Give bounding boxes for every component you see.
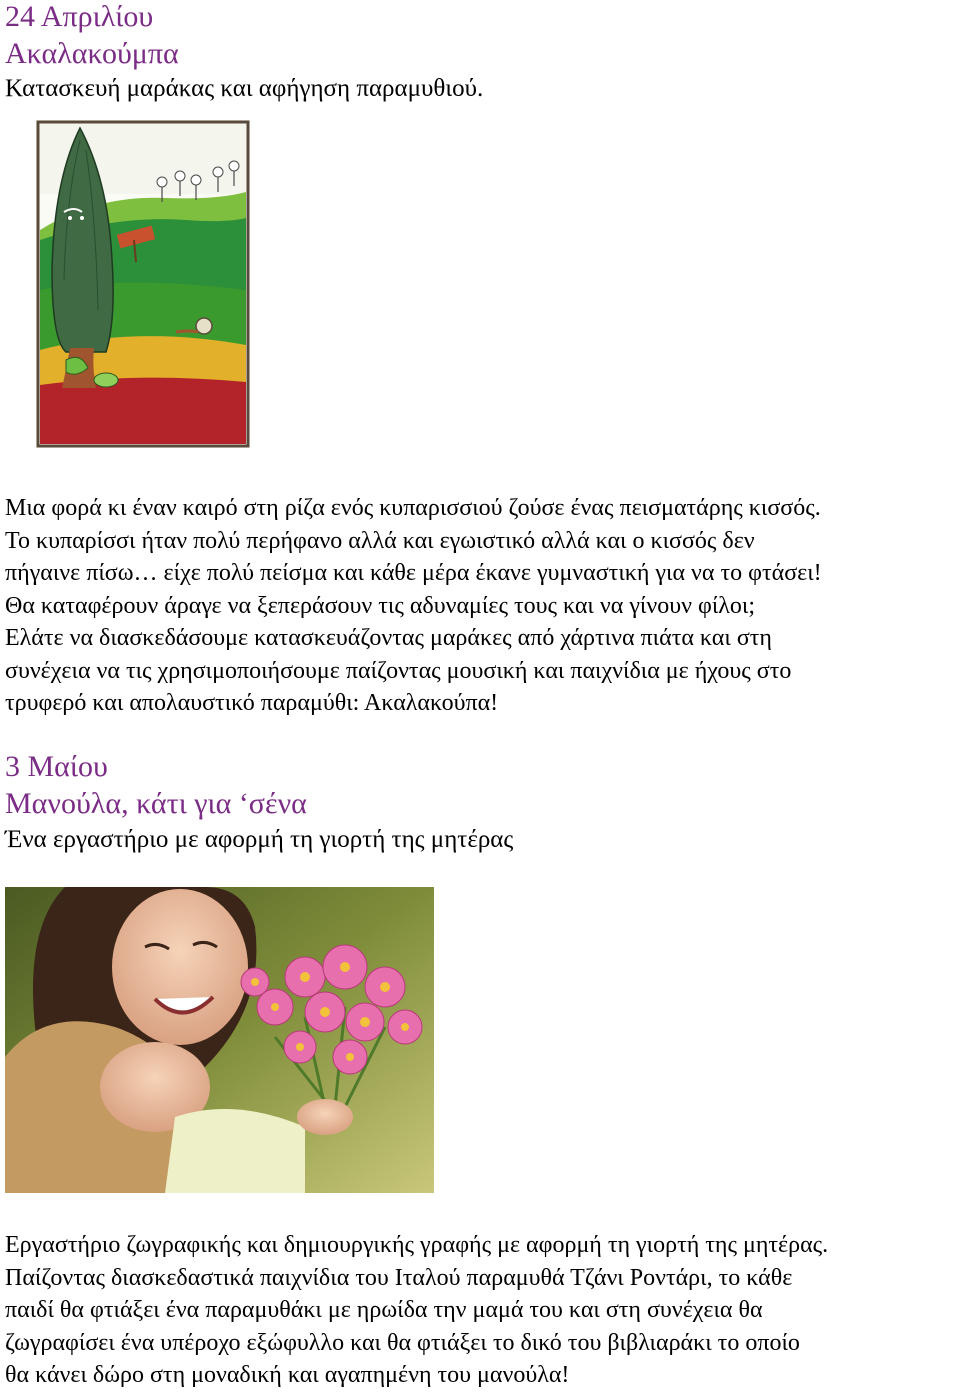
event-subtitle: Κατασκευή μαράκας και αφήγηση παραμυθιού. — [5, 75, 484, 102]
event-date: 3 Μαίου — [5, 750, 108, 783]
paragraph-line: συνέχεια να τις χρησιμοποιήσουμε παίζοντας μουσική και παιχνίδια με ήχους στο — [5, 657, 792, 684]
paragraph-line: ζωγραφίσει ένα υπέροχο εξώφυλλο και θα φτιάξει το δικό του βιβλιαράκι το οποίο — [5, 1329, 800, 1356]
event-title: Μανούλα, κάτι για ‘σένα — [5, 787, 307, 820]
event-subtitle: Ένα εργαστήριο με αφορμή τη γιορτή της μητέρας — [5, 826, 514, 853]
section2-description — [5, 1229, 955, 1392]
paragraph-line: Θα καταφέρουν άραγε να ξεπεράσουν τις αδυναμίες τους και να γίνουν φίλοι; — [5, 592, 756, 619]
paragraph-line: Μια φορά κι έναν καιρό στη ρίζα ενός κυπαρισσιού ζούσε ένας πεισματάρης κισσός. — [5, 495, 821, 521]
paragraph-line: Παίζοντας διασκεδαστικά παιχνίδια του Ιταλού παραμυθά Τζάνι Ροντάρι, το κάθε — [5, 1264, 793, 1291]
cypress-ivy-illustration — [36, 120, 250, 448]
paragraph-line: παιδί θα φτιάξει ένα παραμυθάκι με ηρωίδα την μαμά του και στη συνέχεια θα — [5, 1297, 763, 1323]
paragraph-line: τρυφερό και απολαυστικό παραμύθι: Ακαλακούπα! — [5, 690, 499, 716]
paragraph-line: πήγαινε πίσω… είχε πολύ πείσμα και κάθε μέρα έκανε γυμναστική για να το φτάσει! — [5, 560, 822, 586]
paragraph-line: Το κυπαρίσσι ήταν πολύ περήφανο αλλά και εγωιστικό αλλά και ο κισσός δεν — [5, 527, 755, 554]
mother-child-flowers-photo — [5, 887, 434, 1193]
paragraph-line: Ελάτε να διασκεδάσουμε κατασκευάζοντας μαράκες από χάρτινα πιάτα και στη — [5, 625, 772, 651]
section1-description — [5, 492, 955, 720]
event-date: 24 Απριλίου — [5, 0, 154, 33]
paragraph-line: θα κάνει δώρο στη μοναδική και αγαπημένη του μανούλα! — [5, 1362, 570, 1388]
paragraph-line: Εργαστήριο ζωγραφικής και δημιουργικής γραφής με αφορμή τη γιορτή της μητέρας. — [5, 1232, 829, 1258]
event-title: Ακαλακούμπα — [5, 37, 179, 70]
